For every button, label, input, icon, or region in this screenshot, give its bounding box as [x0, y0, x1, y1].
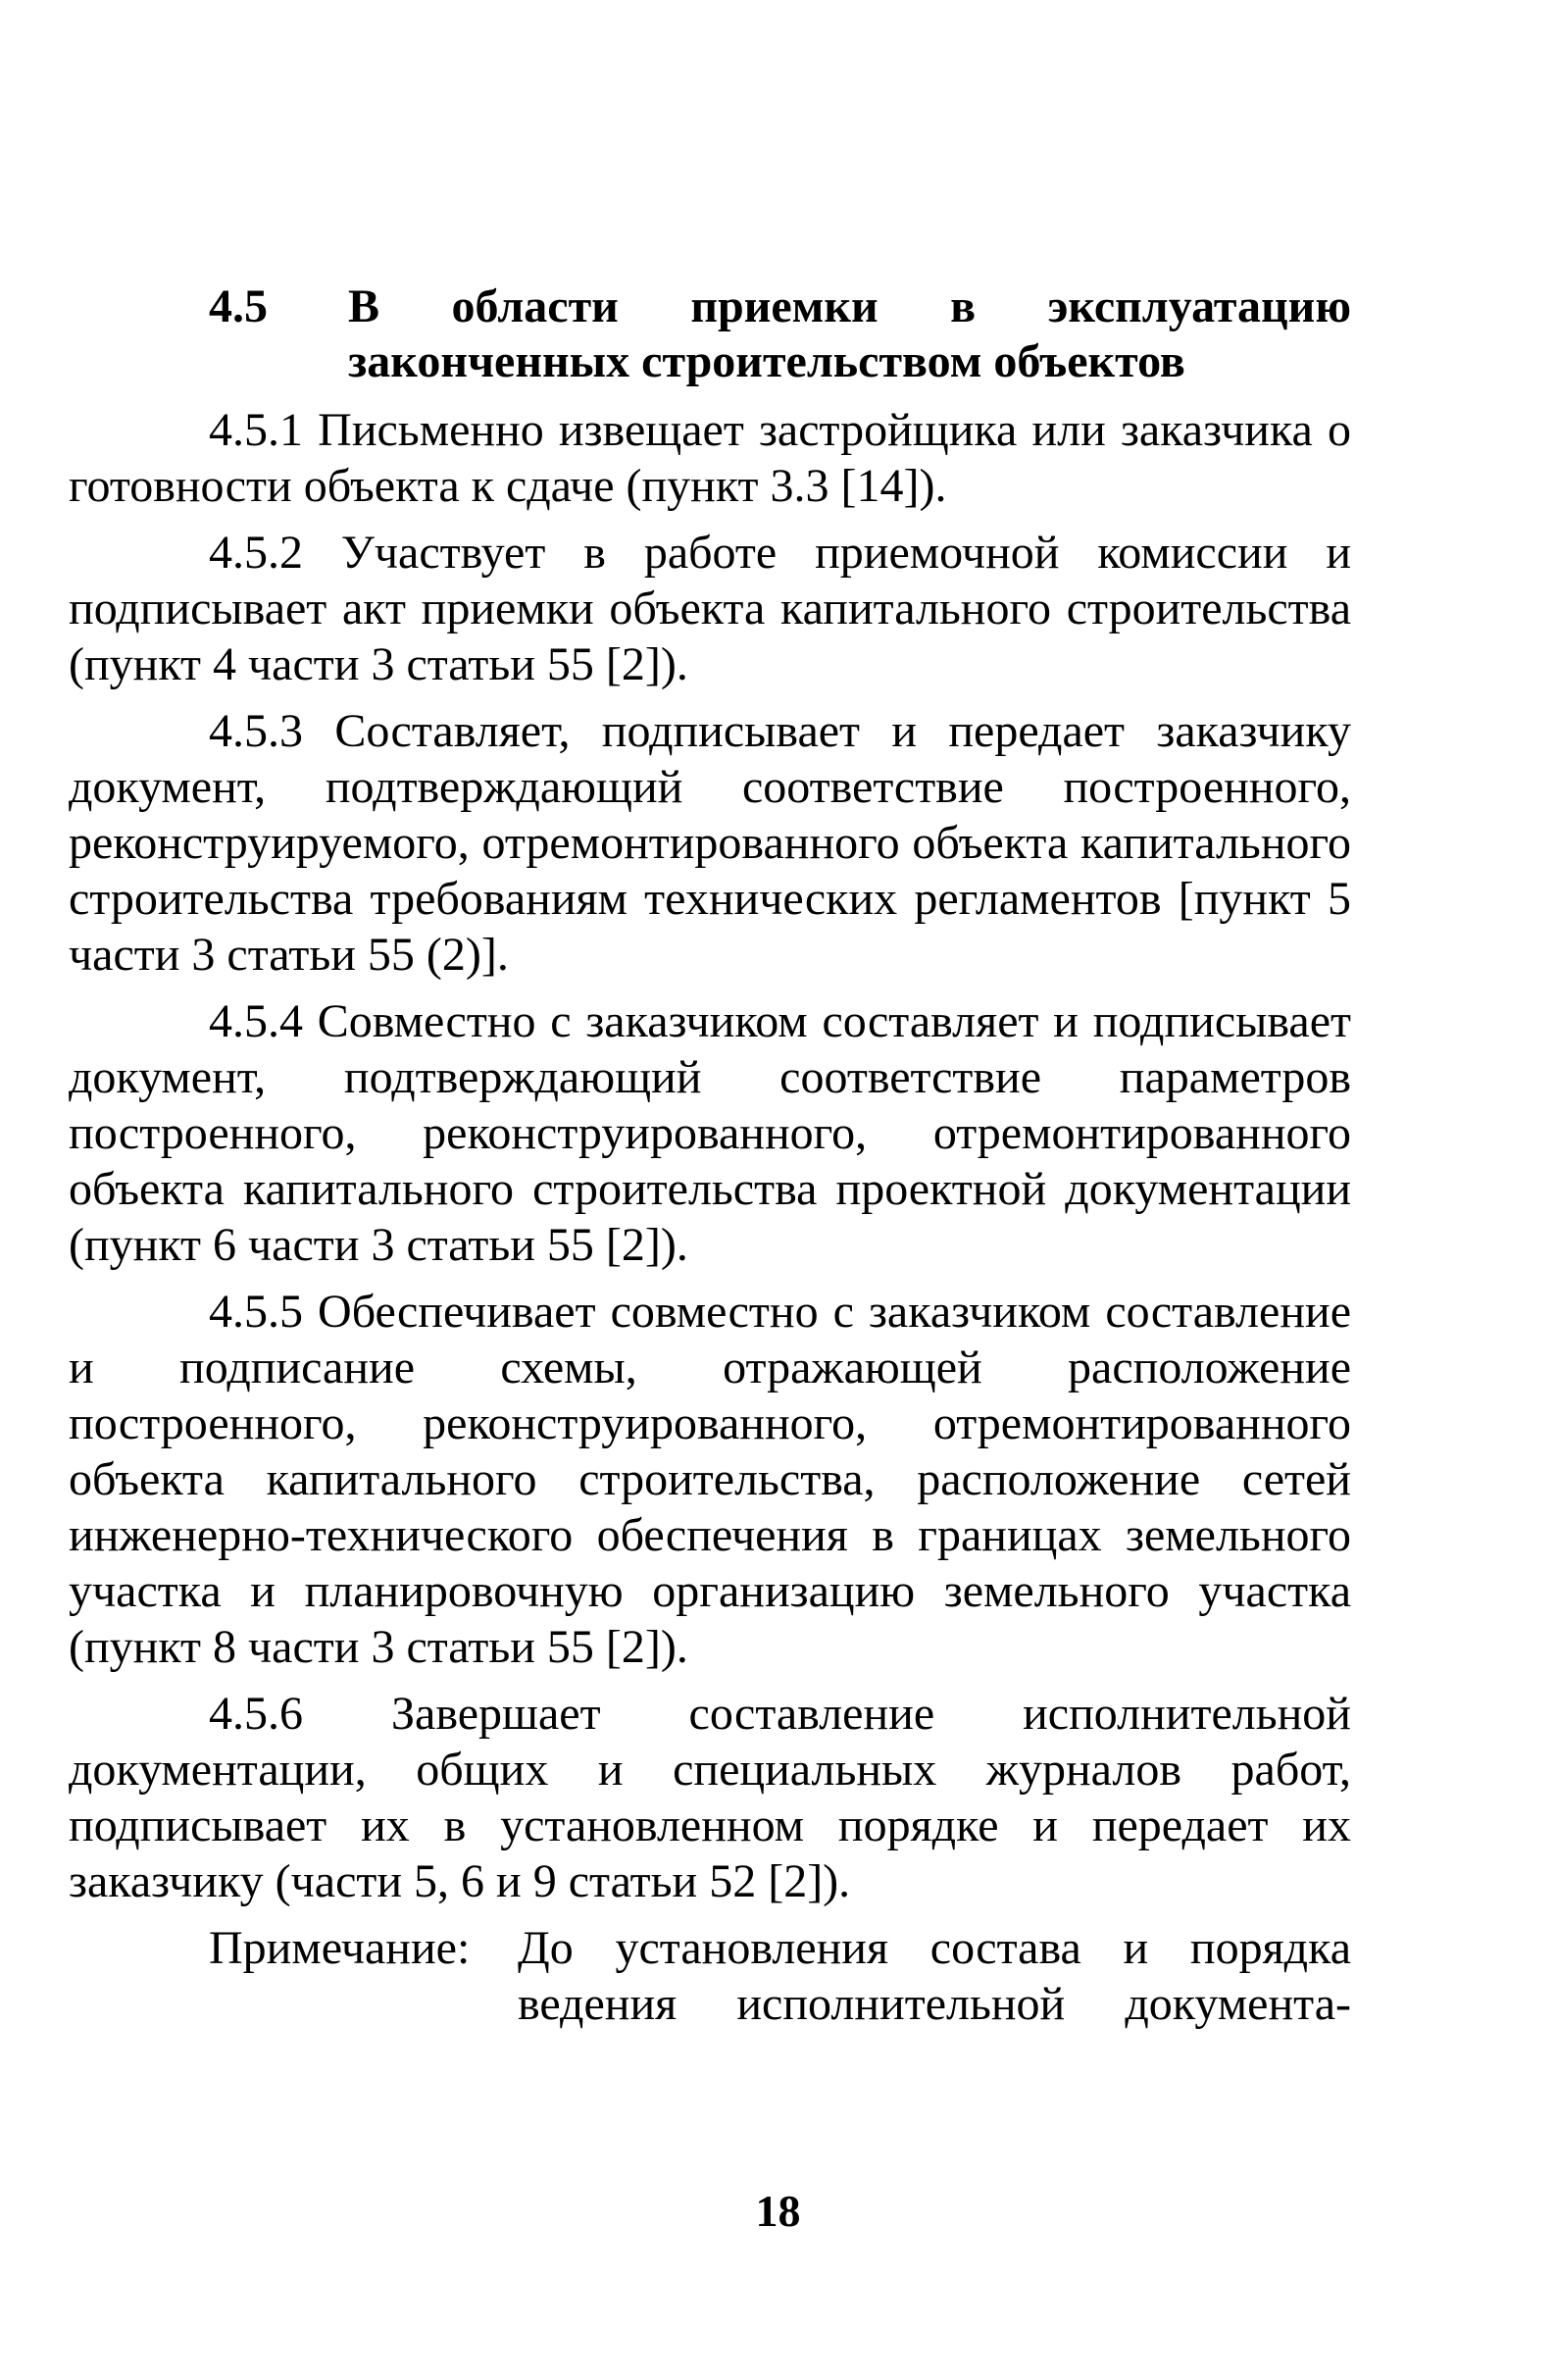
note-label: Примечание: [209, 1922, 471, 1974]
section-title: В области приемки в эксплуатацию законченных строительством объектов [348, 280, 1351, 387]
section-number: 4.5 [209, 280, 268, 332]
paragraph-4-5-3: 4.5.3 Составляет, подписывает и передает заказчику документ, подтверждающий соответствие построенного, реконструируемого, отремонтированного объекта капитального строительства требованиям технических регламентов [пункт 5 части 3 статьи 55 (2)]. [69, 705, 1351, 981]
paragraph-4-5-6: 4.5.6 Завершает составление исполнительной документации, общих и специальных журналов работ, подписывает их в установленном порядке и передает их заказчику (части 5, 6 и 9 статьи 52 [2]). [69, 1688, 1351, 1907]
note [69, 1920, 1351, 2032]
paragraph-4-5-5: 4.5.5 Обеспечивает совместно с заказчиком составление и подписание схемы, отражающей расположение построенного, реконструированного, отремонтированного объекта капитального строительства, расположение сетей инженерно-технического обеспечения в границах земельного участка и планировочную организацию земельного участка (пункт 8 части 3 статьи 55 [2]). [69, 1286, 1351, 1673]
section-body [69, 402, 1351, 2032]
paragraph-4-5-2: 4.5.2 Участвует в работе приемочной комиссии и подписывает акт приемки объекта капитального строительства (пункт 4 части 3 статьи 55 [2]). [69, 527, 1351, 690]
page-number: 18 [755, 2186, 801, 2236]
paragraph-4-5-4: 4.5.4 Совместно с заказчиком составляет и подписывает документ, подтверждающий соответствие параметров построенного, реконструированного, отремонтированного объекта капитального строительства проектной документации (пункт 6 части 3 статьи 55 [2]). [69, 995, 1351, 1271]
paragraph-4-5-1: 4.5.1 Письменно извещает застройщика или заказчика о готовности объекта к сдаче (пункт 3.3 [14]). [69, 404, 1351, 512]
section-heading [209, 279, 1351, 389]
note-text: До установления состава и порядка ведения исполнительной документа- [518, 1922, 1351, 2030]
